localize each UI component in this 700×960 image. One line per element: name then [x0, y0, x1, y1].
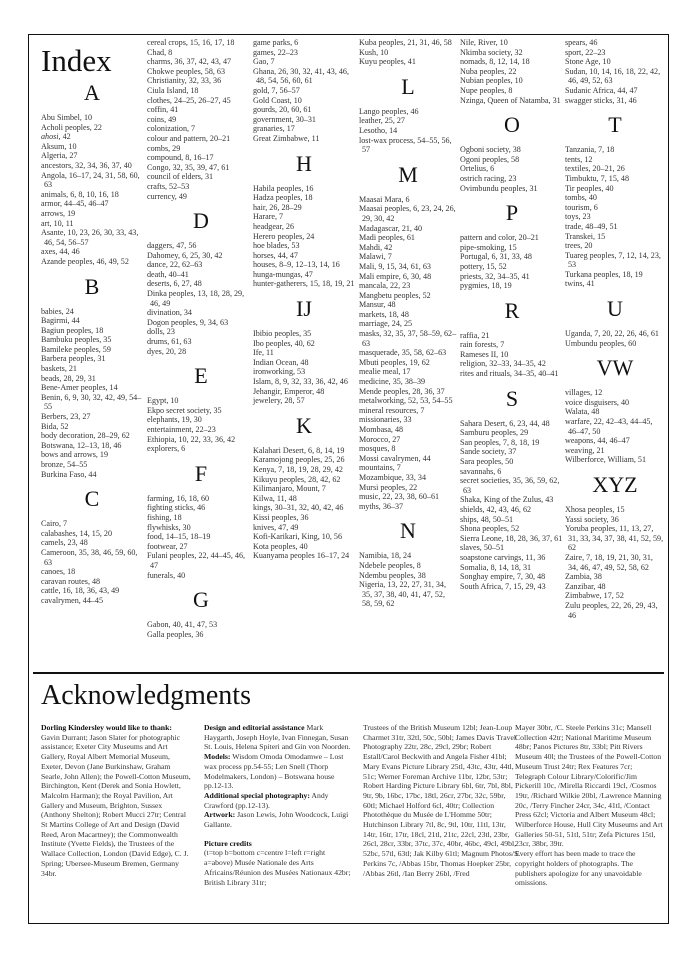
index-entry: Galla peoples, 36	[147, 629, 204, 639]
index-entry: tourism, 6	[565, 202, 598, 212]
index-entry: Islam, 8, 9, 32, 33, 36, 42, 46	[253, 377, 348, 387]
index-entry: kings, 30–31, 32, 40, 42, 46	[253, 503, 344, 513]
index-entry: Lesotho, 14	[359, 125, 398, 135]
acknowledgments-column-3	[363, 723, 521, 878]
index-letter-heading: B	[84, 273, 100, 299]
index-letter-heading: G	[193, 587, 209, 613]
index-entry: ostrich racing, 23	[460, 173, 517, 183]
index-entry: dolls, 23	[147, 327, 175, 337]
design-text: Mark Haygarth, Joseph Hoyle, Ivan Finnegan, Susan St. Louis, Helena Spiteri and Gin von Noorden.	[204, 723, 351, 752]
index-entry: voice disguisers, 40	[565, 397, 630, 407]
index-entry: Samburu peoples, 29	[460, 428, 529, 438]
index-entry: colonization, 7	[147, 124, 196, 134]
index-entry: council of elders, 31	[147, 172, 214, 182]
index-letter-heading: D	[193, 208, 209, 234]
index-entry: Dogon peoples, 9, 34, 63	[147, 317, 229, 327]
index-entry: Somalia, 8, 14, 18, 31	[460, 562, 532, 572]
index-letter-heading: A	[84, 80, 100, 105]
index-letter-heading: O	[504, 112, 520, 138]
index-entry: Mozambique, 33, 34	[359, 472, 426, 482]
index-entry: cereal crops, 15, 16, 17, 18	[147, 38, 235, 47]
index-entry: weapons, 44, 46–47	[565, 436, 630, 446]
index-entry: Morocco, 27	[359, 434, 401, 444]
index-entry: Berbers, 23, 27	[41, 412, 91, 422]
index-entry: gold, 7, 56–57	[253, 85, 300, 95]
index-entry: Kenya, 7, 18, 19, 28, 29, 42	[253, 465, 343, 474]
index-entry: divination, 34	[147, 308, 192, 318]
book-page	[28, 34, 669, 924]
index-column-5	[460, 38, 564, 591]
index-entry: Mangbetu peoples, 52	[359, 290, 431, 300]
index-entry: Tir peoples, 40	[565, 183, 614, 193]
index-entry: Habila peoples, 16	[253, 183, 314, 193]
index-entry: Great Zimbabwe, 11	[253, 133, 320, 143]
index-entry: Shona peoples, 52	[460, 524, 520, 534]
index-entry: Kilwa, 11, 48	[253, 493, 297, 503]
index-entry: Sudanic Africa, 44, 47	[565, 85, 638, 95]
index-entry: spears, 46	[565, 38, 598, 47]
index-entry: elephants, 19, 30	[147, 415, 202, 425]
index-letter-heading: M	[398, 161, 418, 187]
index-entry: Walata, 48	[565, 407, 600, 417]
index-entry: Ogboni society, 38	[460, 145, 521, 155]
index-entry: Madagascar, 21, 40	[359, 223, 423, 233]
index-letter-heading: H	[296, 150, 312, 176]
index-column-4	[359, 38, 457, 609]
index-entry: hunter-gatherers, 15, 18, 19, 21	[253, 279, 355, 289]
index-entry: metalworking, 52, 53, 54–55	[359, 396, 453, 406]
index-entry: Zambia, 38	[565, 572, 602, 582]
index-entry: Mahdi, 42	[359, 242, 393, 252]
picture-credits-text: (t=top b=bottom c=centre l=left r=right a=above) Musée Nationale des Arts Africains/Réunion des Musées Nationaux 42br; British Library 31tr;	[204, 848, 351, 887]
index-entry: Bagirmi, 44	[41, 316, 80, 326]
index-entry: Nkimba society, 32	[460, 47, 523, 57]
closing-note: Every effort has been made to trace the copyright holders of photographs. The publishers apologize for any unavoidable omissions.	[515, 849, 642, 888]
index-entry: compound, 8, 16–17	[147, 153, 214, 163]
index-letter-heading: K	[296, 412, 312, 438]
index-entry: Christianity, 32, 33, 36	[147, 76, 222, 86]
index-entry: Ortelius, 6	[460, 164, 495, 174]
index-entry: entertainment, 22–23	[147, 425, 216, 434]
index-entry: villages, 12	[565, 388, 603, 398]
index-entry: Ghana, 26, 30, 32, 41, 43, 46, 48, 54, 56, 60, 61	[253, 66, 349, 86]
index-entry: flywhisks, 30	[147, 522, 191, 532]
index-entry: headgear, 26	[253, 221, 295, 231]
index-letter-heading: C	[84, 486, 100, 512]
index-entry: Mali, 9, 15, 34, 61, 63	[359, 261, 431, 271]
index-entry: armor, 44–45, 46–47	[41, 199, 109, 209]
index-entry: Stone Age, 10	[565, 57, 611, 67]
index-entry: Dinka peoples, 13, 18, 28, 29, 46, 49	[147, 289, 245, 308]
index-entry: Ethiopia, 10, 22, 33, 36, 42	[147, 434, 236, 444]
index-entry: masquerade, 35, 58, 62–63	[359, 348, 447, 358]
index-entry: games, 22–23	[253, 47, 298, 57]
index-entry: leather, 25, 27	[359, 116, 405, 126]
index-entry: camels, 23, 48	[41, 538, 88, 548]
index-entry: secret societies, 35, 36, 59, 62, 63	[460, 476, 560, 495]
index-entry: Yoruba peoples, 11, 13, 27, 31, 33, 34, 37, 38, 41, 52, 59, 62	[565, 524, 664, 553]
index-entry: Congo, 32, 35, 39, 47, 61	[147, 162, 230, 172]
index-letter-heading: R	[504, 297, 520, 323]
index-entry: myths, 36–37	[359, 501, 404, 511]
index-entry: savannahs, 6	[460, 466, 502, 476]
index-entry: Angola, 16–17, 24, 31, 58, 60, 63	[41, 170, 140, 190]
index-title: Index	[41, 43, 112, 78]
index-entry: Abu Simbel, 10	[41, 113, 93, 122]
index-entry: Algeria, 27	[41, 151, 78, 161]
index-entry: Botswana, 12–13, 18, 46	[41, 440, 122, 450]
index-entry: Malawi, 7	[359, 252, 392, 262]
index-entry: death, 40–41	[147, 269, 189, 279]
index-entry: Zanzibar, 48	[565, 581, 606, 591]
section-divider	[33, 672, 664, 674]
index-entry: art, 10, 11	[41, 218, 74, 228]
index-entry: knives, 47, 49	[253, 522, 299, 532]
index-entry: trees, 20	[565, 241, 593, 251]
index-entry: bows and arrows, 19	[41, 450, 108, 460]
index-entry: pipe-smoking, 15	[460, 242, 517, 252]
index-entry: cattle, 16, 18, 36, 43, 49	[41, 586, 120, 596]
index-entry: Zimbabwe, 17, 52	[565, 591, 624, 601]
index-entry: Zaire, 7, 18, 19, 21, 30, 31, 34, 46, 47, 49, 52, 58, 62	[565, 552, 653, 572]
index-entry: Madi peoples, 61	[359, 233, 415, 243]
index-entry: Hadza peoples, 18	[253, 193, 313, 203]
index-entry: Zulu peoples, 22, 26, 29, 43, 46	[565, 600, 658, 620]
index-entry: Cairo, 7	[41, 519, 68, 529]
index-entry: Ibo peoples, 40, 62	[253, 338, 315, 348]
index-entry: Sahara Desert, 6, 23, 44, 48	[460, 418, 550, 428]
index-entry: Dahomey, 6, 25, 30, 42	[147, 250, 223, 260]
index-letter-heading: P	[505, 200, 519, 226]
index-entry: Sudan, 10, 14, 16, 18, 22, 42, 46, 49, 52, 63	[565, 66, 661, 86]
models-label: Models:	[204, 752, 231, 762]
index-entry: mountains, 7	[359, 463, 401, 473]
index-entry: Uganda, 7, 20, 22, 26, 46, 61	[565, 329, 659, 339]
index-letter-heading: N	[400, 518, 416, 544]
index-entry: Mombasa, 48	[359, 425, 404, 434]
index-entry: Tuareg peoples, 7, 12, 14, 23, 53	[565, 250, 661, 270]
index-entry: Kalahari Desert, 6, 8, 14, 19	[253, 445, 345, 455]
index-entry: Ibibio peoples, 35	[253, 329, 312, 339]
index-entry: Chokwe peoples, 58, 63	[147, 66, 226, 76]
index-entry: hair, 26, 28–29	[253, 202, 302, 212]
index-letter-heading: E	[194, 363, 208, 389]
index-entry: Nigeria, 13, 22, 27, 31, 34, 35, 37, 38, 40, 41, 47, 52, 58, 59, 62	[359, 580, 446, 609]
index-entry: jewelery, 28, 57	[253, 396, 305, 406]
index-entry: nomads, 8, 12, 14, 18	[460, 57, 530, 67]
index-entry: twins, 41	[565, 279, 595, 289]
index-entry: axes, 44, 46	[41, 247, 80, 257]
index-entry: Maasai Mara, 6	[359, 194, 410, 204]
index-entry: Bene-Amer peoples, 14	[41, 383, 118, 393]
thanks-heading: Dorling Kindersley would like to thank:	[41, 723, 172, 732]
models-text: Wisdom Omoda Omodamwe – Lost wax process pp.54-55; Len Snell (Thorp Modelmakers, London) – Botswana house pp.12-13.	[204, 752, 344, 791]
index-entry: Benin, 6, 9, 30, 32, 42, 49, 54–55	[41, 392, 142, 412]
index-entry: houses, 8–9, 12–13, 14, 16	[253, 260, 340, 270]
index-entry: Chad, 8	[147, 47, 173, 57]
index-entry: Mbuti peoples, 19, 62	[359, 357, 430, 367]
index-entry: mealie meal, 17	[359, 367, 411, 377]
index-entry: Nubian peoples, 10	[460, 76, 523, 86]
acknowledgments-column-1	[41, 723, 191, 878]
index-entry: Nile, River, 10	[460, 38, 508, 47]
design-label: Design and editorial assistance	[204, 723, 305, 732]
index-entry: Harare, 7	[253, 212, 284, 222]
index-letter-heading: VW	[596, 355, 634, 381]
index-entry: Kuanyama peoples 16–17, 24	[253, 551, 350, 561]
index-entry: ships, 48, 50–51	[460, 514, 514, 524]
index-entry: sport, 22–23	[565, 47, 606, 57]
index-entry: Ndebele peoples, 8	[359, 560, 421, 570]
index-entry: crafts, 52–53	[147, 181, 190, 191]
index-entry: hunga-mungas, 47	[253, 269, 313, 279]
index-entry: markets, 18, 48	[359, 309, 409, 319]
index-entry: Bida, 52	[41, 421, 69, 431]
index-entry: Lango peoples, 46	[359, 106, 419, 116]
index-entry: pottery, 15, 52	[460, 261, 507, 271]
index-entry: trade, 48–49, 51	[565, 221, 618, 231]
index-entry: baskets, 21	[41, 364, 77, 374]
index-entry: Sierra Leone, 18, 28, 36, 37, 61	[460, 533, 563, 543]
index-entry: ancestors, 32, 34, 36, 37, 40	[41, 160, 132, 170]
index-entry: Umbundu peoples, 60	[565, 338, 637, 348]
index-entry: Sande society, 37	[460, 447, 517, 457]
index-entry: mancala, 22, 23	[359, 281, 411, 291]
index-entry: masks, 32, 35, 37, 58–59, 62–63	[359, 329, 457, 348]
index-letter-heading: S	[505, 385, 519, 411]
index-entry: mosques, 8	[359, 444, 396, 454]
index-entry: Timbuktu, 7, 15, 48	[565, 173, 630, 183]
index-entry: Kota peoples, 40	[253, 541, 308, 551]
index-entry: Azande peoples, 46, 49, 52	[41, 256, 129, 266]
index-entry: animals, 6, 8, 10, 16, 18	[41, 189, 119, 199]
index-entry: horses, 44, 47	[253, 250, 298, 260]
thanks-body: Gavin Durrant; Jason Slater for photographic assistance; Exeter City Museums and Art Gallery, Royal Albert Memorial Museum, Exeter, Devon (Jane Burkinshaw, Graham Searle, John Allen); the Powell-Cotton Museum, Birchington, Kent (Derek and Sonia Howlett, Malcolm Harman); the Royal Pavilion, Art Gallery and Museum, Brighton, Sussex (Anthony Shelton); Robert Mucci 27tr; Central St Martins College of Art and Design (David Reed, Aron Macartney); the Commonwealth Institute (Yvette Fields), the Trustees of the Wallace Collection, London (David Edge), C. J. Spring; Ubersee-Museum Bremen, Germany 34br.	[41, 732, 191, 878]
index-entry: Xhosa peoples, 15	[565, 505, 625, 514]
index-entry: Nzinga, Queen of Natamba, 31	[460, 95, 561, 105]
index-entry: drums, 61, 63	[147, 337, 192, 347]
index-entry: colour and pattern, 20–21	[147, 133, 231, 143]
index-entry: caravan routes, 48	[41, 576, 101, 586]
index-entry: coins, 49	[147, 114, 177, 124]
index-entry: Egypt, 10	[147, 396, 179, 406]
index-column-1	[41, 73, 143, 606]
index-entry: Kilimanjaro, Mount, 7	[253, 484, 326, 494]
index-entry: swagger sticks, 31, 46	[565, 95, 637, 105]
index-entry: Kissi peoples, 36	[253, 512, 309, 522]
index-entry: Tanzania, 7, 18	[565, 145, 615, 155]
index-entry: Bambuku peoples, 35	[41, 335, 112, 345]
index-entry: priests, 32, 34–35, 41	[460, 271, 530, 281]
index-entry: slaves, 50–51	[460, 543, 505, 553]
index-entry: Transkei, 15	[565, 231, 606, 241]
index-entry: Bamileke peoples, 59	[41, 344, 111, 354]
index-entry: ironworking, 53	[253, 367, 306, 377]
index-entry: rain forests, 7	[460, 340, 505, 350]
index-entry: Mali empire, 6, 30, 48	[359, 271, 432, 281]
index-entry: Kofi-Karikari, King, 10, 56	[253, 532, 343, 542]
index-entry: funerals, 40	[147, 570, 186, 580]
index-entry: farming, 16, 18, 60	[147, 493, 210, 503]
index-entry: Gabon, 40, 41, 47, 53	[147, 620, 218, 630]
index-entry: Fulani peoples, 22, 44–45, 46, 47	[147, 551, 246, 570]
index-entry: combs, 29	[147, 143, 181, 153]
index-entry: Kush, 10	[359, 47, 389, 57]
acknowledgments-title: Acknowledgments	[41, 680, 251, 711]
index-entry: lost-wax process, 54–55, 56, 57	[359, 135, 452, 155]
index-entry: charms, 36, 37, 42, 43, 47	[147, 57, 232, 67]
index-letter-heading: F	[194, 460, 208, 486]
index-entry: Mende peoples, 28, 36, 37	[359, 386, 445, 396]
index-entry: Songhay empire, 7, 30, 48	[460, 572, 546, 582]
index-entry: explorers, 6	[147, 444, 186, 454]
index-column-6	[565, 38, 665, 620]
index-entry: currency, 49	[147, 191, 187, 201]
index-entry: Gold Coast, 10	[253, 95, 302, 105]
index-letter-heading: T	[608, 112, 622, 138]
index-entry: granaries, 17	[253, 124, 295, 134]
index-entry: Mursi peoples, 22	[359, 482, 418, 492]
index-entry: Rameses II, 10	[460, 349, 509, 359]
index-entry: Kuba peoples, 21, 31, 46, 58	[359, 38, 452, 47]
index-entry: Kuyu peoples, 41	[359, 57, 416, 67]
photography-text: Andy Crawford (pp.12-13).	[204, 790, 329, 810]
index-entry: Ovimbundu peoples, 31	[460, 183, 538, 193]
index-entry: daggers, 47, 56	[147, 241, 197, 251]
index-entry: pattern and color, 20–21	[460, 233, 539, 243]
index-entry: Namibia, 18, 24	[359, 551, 412, 561]
index-entry: Ogoni peoples, 58	[460, 154, 520, 164]
index-entry: toys, 23	[565, 212, 591, 222]
index-entry: arrows, 19	[41, 208, 76, 218]
index-entry: Jehangir, Emperor, 48	[253, 386, 325, 396]
index-entry: Yassi society, 36	[565, 514, 619, 524]
index-entry: Mossi cavalrymen, 44	[359, 453, 431, 463]
index-entry: Maasai peoples, 6, 23, 24, 26, 29, 30, 42	[359, 204, 456, 223]
index-entry: body decoration, 28–29, 62	[41, 431, 130, 441]
index-entry: marriage, 24, 25	[359, 319, 413, 329]
index-entry: deserts, 6, 27, 48	[147, 279, 202, 289]
index-entry: bronze, 54–55	[41, 460, 88, 469]
index-entry: medicine, 35, 38–39	[359, 377, 426, 387]
index-entry: weaving, 21	[565, 445, 605, 455]
index-entry: textiles, 20–21, 26	[565, 164, 625, 174]
index-entry: Nuba peoples, 22	[460, 66, 517, 76]
index-entry: Wilberforce, William, 51	[565, 455, 647, 465]
index-entry: game parks, 6	[253, 38, 299, 47]
index-entry: Burkina Faso, 44	[41, 469, 97, 479]
index-entry: clothes, 24–25, 26–27, 45	[147, 95, 231, 105]
index-entry: Portugal, 6, 31, 33, 48	[460, 252, 532, 262]
index-entry: religion, 32–33, 34–35, 42	[460, 359, 546, 369]
index-entry: Bagiun peoples, 18	[41, 325, 104, 335]
index-entry: raffia, 21	[460, 330, 490, 340]
acknowledgments-column-4	[515, 723, 663, 888]
index-entry: Acholi peoples, 22	[41, 122, 102, 132]
index-entry: Sara peoples, 50	[460, 457, 514, 467]
index-entry: South Africa, 7, 15, 29, 43	[460, 581, 546, 591]
index-entry: footwear, 27	[147, 541, 188, 551]
index-letter-heading: L	[401, 73, 415, 99]
index-entry: soapstone carvings, 11, 36	[460, 552, 546, 562]
index-entry: missionaries, 33	[359, 415, 412, 425]
index-entry: pygmies, 18, 19	[460, 281, 512, 291]
index-entry: Karamojong peoples, 25, 26	[253, 455, 345, 465]
index-entry: Herero peoples, 24	[253, 231, 315, 241]
index-entry: mineral resources, 7	[359, 405, 425, 415]
index-entry: music, 22, 23, 38, 60–61	[359, 492, 440, 502]
index-entry: Shaka, King of the Zulus, 43	[460, 495, 554, 505]
index-entry: calabashes, 14, 15, 20	[41, 528, 113, 538]
index-entry: Ife, 11	[253, 348, 274, 358]
artwork-text: Jason Lewis, John Woodcock, Luigi Gallante.	[204, 810, 349, 830]
index-entry: Barbera peoples, 31	[41, 354, 106, 364]
index-entry: dance, 22, 62–63	[147, 260, 203, 270]
index-entry: gourds, 20, 60, 61	[253, 105, 312, 115]
index-letter-heading: U	[607, 296, 623, 322]
index-entry: Ekpo secret society, 35	[147, 405, 222, 415]
index-entry: Indian Ocean, 48	[253, 357, 309, 367]
index-letter-heading: IJ	[296, 296, 312, 322]
index-entry: Gao, 7	[253, 57, 275, 67]
index-entry: coffin, 41	[147, 105, 179, 115]
index-entry: tents, 12	[565, 154, 593, 164]
index-entry: San peoples, 7, 8, 18, 19	[460, 437, 540, 447]
index-entry: food, 14–15, 18–19	[147, 532, 211, 542]
index-entry: Mansur, 48	[359, 300, 396, 310]
credits-continued: Trustees of the British Museum 12bl; Jean-Loup Charmet 31tr, 32tl, 50c, 50bl; James Davis Travel Photography 22tr, 28c, 29cl, 29br; Robert Estall/Carol Beckwith and Angela Fisher 41bl; Mary Evans Picture Library 25tl, 43tc, 43tr, 44tl, 51c; Werner Foreman Archive 11br, 12br, 53tr; Robert Harding Picture Library 6bl, 6tr, 7bl, 8bl, 9tr, 9b, 16bc, 17bc, 18tl, 26cr, 27br, 32c, 59br, 60tl; Michael Holford 6cl, 40tr; Collection Photothèque du Musée de L'Homme 50tr; Hutchinson Library 7tl, 8c, 9tl, 10tr, 11tl, 13tr, 14tr, 16tr, 17tr, 18cl, 21tl, 21tc, 22cl, 23tl, 23br, 26cl, 28cr, 33br, 37tc, 37c, 40br, 46bc, 49cl, 49bl, 52bc, 57tl, 63tl; Jak Kilby 61tl; Magnum Photos/S. Perkins 7c, /Abbas 15br, Thomas Hoepker 25br, /Abbas 26tl, /Ian Berry 26bl, /Fred	[363, 723, 521, 878]
photography-label: Additional special photography:	[204, 790, 310, 800]
index-entry: Kikuyu peoples, 28, 42, 62	[253, 474, 341, 484]
index-entry: Ndembu peoples, 38	[359, 570, 426, 580]
index-entry: shields, 42, 43, 46, 62	[460, 505, 532, 514]
index-entry: canoes, 18	[41, 567, 76, 577]
index-entry: Asante, 10, 23, 26, 30, 33, 43, 46, 54, 56–57	[41, 228, 139, 247]
index-entry: government, 30–31	[253, 114, 316, 124]
index-entry: Nupe peoples, 8	[460, 85, 513, 95]
index-entry: dyes, 20, 28	[147, 346, 187, 356]
index-entry: fishing, 18	[147, 512, 182, 522]
index-entry: Turkana peoples, 18, 19	[565, 269, 643, 279]
artwork-label: Artwork:	[204, 810, 236, 820]
index-entry: warfare, 22, 42–43, 44–45, 46–47, 50	[565, 417, 653, 436]
index-entry: beads, 28, 29, 31	[41, 373, 96, 383]
index-entry: Ciula Island, 18	[147, 85, 199, 95]
acknowledgments-column-2	[204, 723, 352, 887]
credits-final: Mayer 30br, /C. Steele Perkins 31c; Mansell Collection 42tr; National Maritime Museum 48br; Panos Pictures 8tr, 33bl; Pitt Rivers Museum 40l; the Trustees of the Powell-Cotton Museum Trust 24tr; Rex Features 7cr; Telegraph Colour Library/Colorific/Jim Pickerill 10c, /Mirella Riccardi 19cl, /Cosmos 19tr, /Richard Wilkie 20bl, /Lawrence Manning 20c, /Terry Fincher 24cr, 34c, 41tl, /Contact Press 62cl; Victoria and Albert Museum 48cl; Wilberforce House, Hull City Museums and Art Galleries 50-51, 51tl, 51tr; Zefa Pictures 15tl, 23cr, 38br, 39tr.	[515, 723, 663, 849]
index-entry: babies, 24	[41, 306, 74, 316]
index-column-2	[147, 38, 255, 639]
index-entry: rites and rituals, 34–35, 40–41	[460, 369, 559, 379]
index-entry: fighting sticks, 46	[147, 503, 206, 513]
index-entry: hoe blades, 53	[253, 241, 300, 251]
index-letter-heading: XYZ	[592, 472, 638, 497]
index-entry: Cameroon, 35, 38, 46, 59, 60, 63	[41, 547, 138, 567]
index-column-3	[253, 38, 355, 561]
index-entry: tombs, 40	[565, 193, 597, 203]
index-entry: ahosi, 42	[41, 132, 71, 142]
picture-credits-heading: Picture credits	[204, 838, 252, 848]
index-entry: Aksum, 10	[41, 141, 77, 151]
index-entry: cavalrymen, 44–45	[41, 595, 104, 605]
